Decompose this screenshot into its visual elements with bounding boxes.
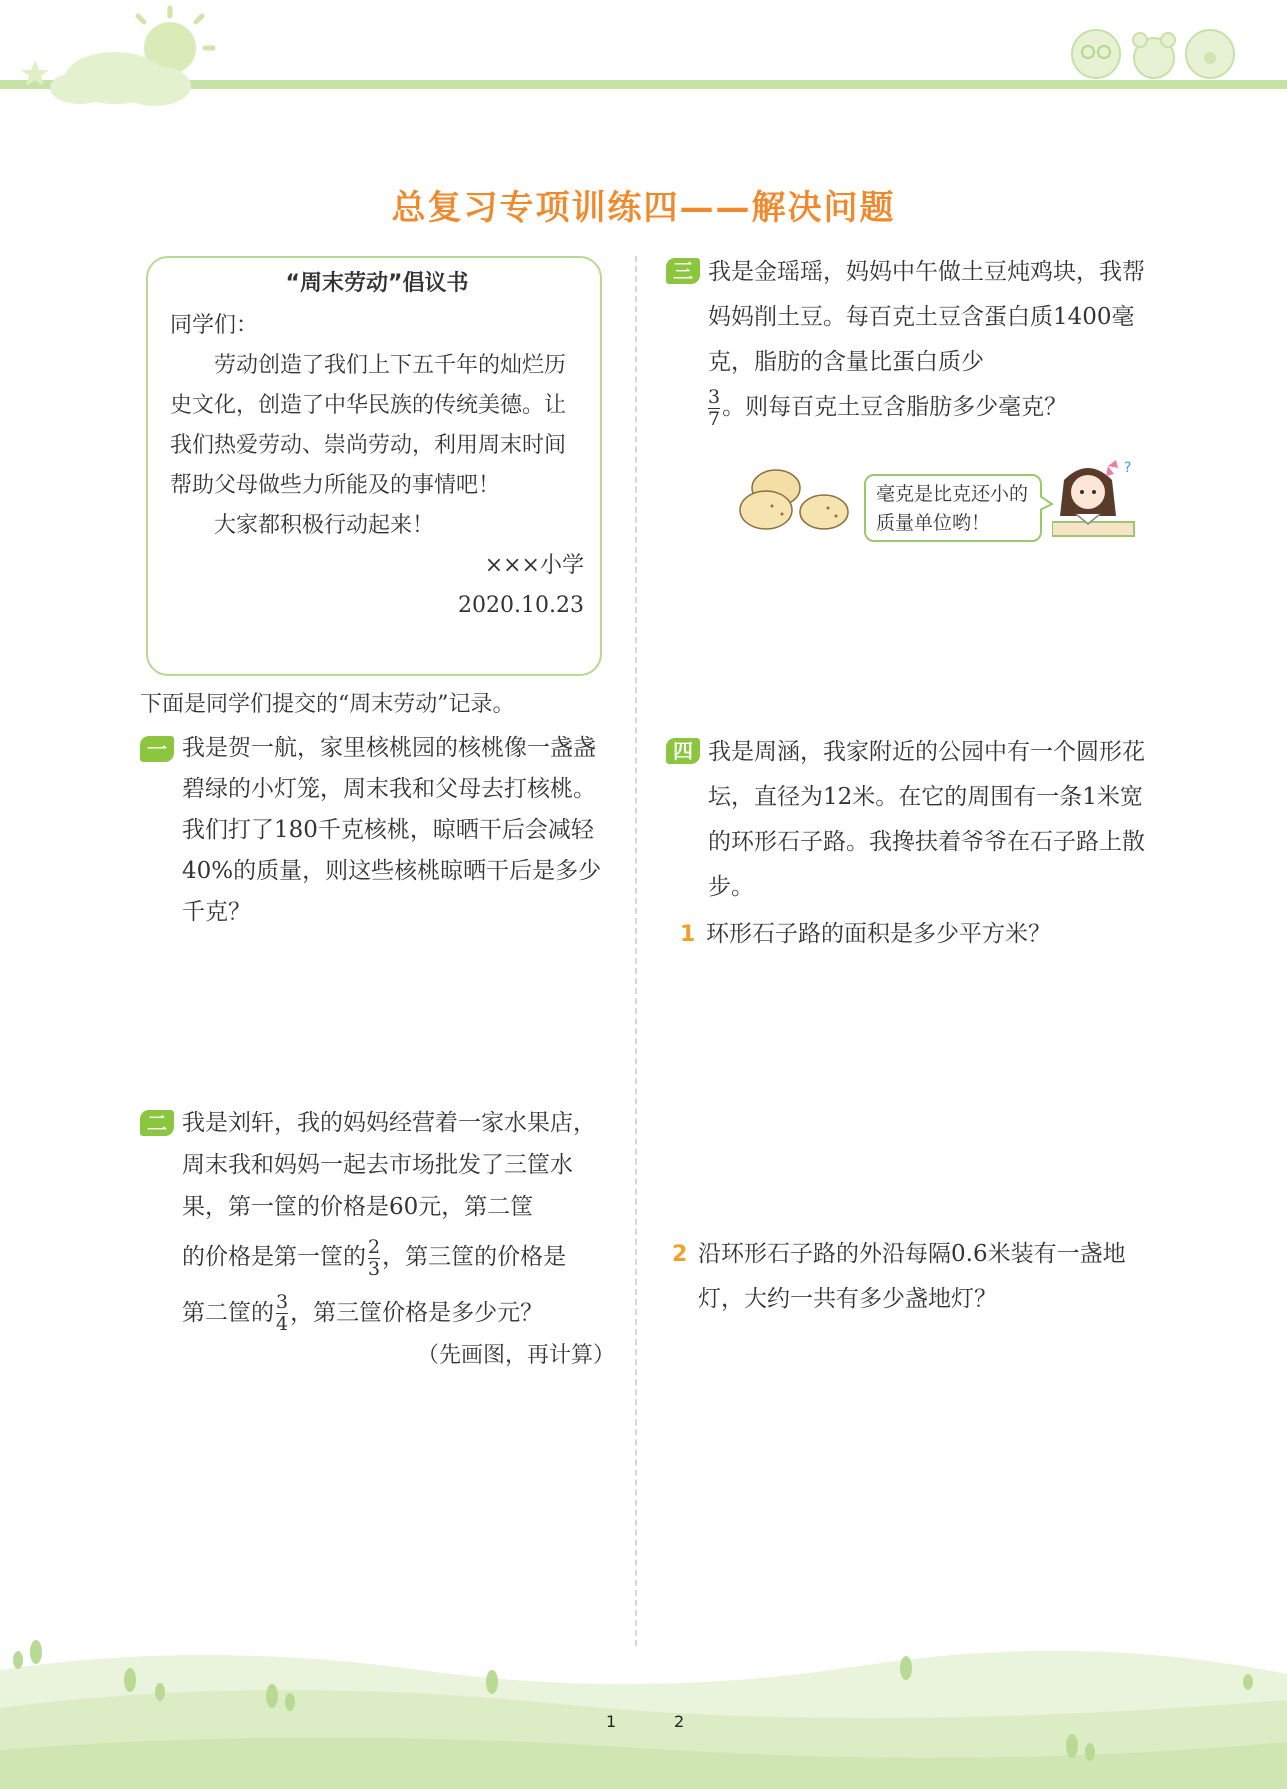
page-number-left: 1 [606, 1712, 617, 1731]
sub-question-number: 2 [672, 1242, 688, 1267]
letter-signature: ×××小学 [484, 553, 584, 578]
page-title: 总复习专项训练四——解决问题 [391, 188, 896, 228]
question-badge: 四 [666, 738, 700, 764]
question-text: ，第三筐价格是多少元？ [290, 1299, 544, 1326]
letter-body: 劳动创造了我们上下五千年的灿烂历史文化，创造了中华民族的传统美德。让我们热爱劳动、崇尚劳动，利用周末时间帮助父母做些力所能及的事情吧！ [170, 353, 567, 498]
fraction-denominator: 4 [276, 1313, 289, 1335]
footer-landscape [0, 1630, 1287, 1789]
sun-cloud-icon [20, 0, 220, 115]
question-4 [666, 730, 1146, 910]
question-text: 我是刘轩，我的妈妈经营着一家水果店，周末我和妈妈一起去市场批发了三筐水果，第一筐的价格是60元，第二筐 [182, 1110, 596, 1220]
question-text: 的价格是第一筐的 [182, 1244, 366, 1270]
sub-question-text: 环形石子路的面积是多少平方米？ [706, 921, 1051, 947]
girl-reading-icon [1052, 460, 1142, 540]
question-badge: 三 [666, 258, 700, 284]
question-text: 第二筐的 [182, 1299, 274, 1326]
fraction-denominator: 7 [708, 407, 721, 430]
fraction [276, 1292, 288, 1335]
letter-date: 2020.10.23 [458, 593, 584, 618]
fraction-denominator: 3 [368, 1257, 381, 1280]
fraction [368, 1237, 380, 1280]
question-text: ，第三筐的价格是 [382, 1244, 567, 1270]
sub-question-text: 沿环形石子路的外沿每隔0.6米装有一盏地灯，大约一共有多少盏地灯？ [698, 1241, 1126, 1312]
question-4-part-1 [680, 914, 1146, 955]
question-text: 我是贺一航，家里核桃园的核桃像一盏盏碧绿的小灯笼，周末我和父母去打核桃。我们打了180千克核桃，晾晒干后会减轻40%的质量，则这些核桃晾晒干后是多少千克？ [182, 735, 602, 925]
fraction-numerator: 3 [708, 385, 721, 408]
potatoes-icon [738, 466, 850, 534]
question-text: 我是金瑶瑶，妈妈中午做土豆炖鸡块，我帮妈妈削土豆。每百克土豆含蛋白质1400毫克，脂肪的含量比蛋白质少 [708, 259, 1145, 375]
question-text: 。则每百克土豆含脂肪多少毫克？ [722, 394, 1068, 420]
letter-heading: “周末劳动”倡议书 [285, 271, 469, 296]
question-3 [666, 250, 1146, 430]
fraction-numerator: 2 [368, 1235, 381, 1258]
animals-icon [1060, 18, 1250, 86]
question-4-part-2 [672, 1232, 1146, 1322]
intro-text: 下面是同学们提交的“周末劳动”记录。 [140, 692, 515, 717]
question-1 [140, 728, 615, 933]
sub-question-number: 1 [680, 922, 696, 947]
letter-call: 大家都积极行动起来！ [214, 513, 435, 538]
question-badge: 二 [140, 1110, 174, 1136]
fraction [708, 387, 720, 430]
question-note: （先画图，再计算） [416, 1343, 615, 1368]
question-2 [140, 1102, 615, 1377]
question-badge: 一 [140, 736, 174, 762]
speech-bubble: 毫克是比克还小的质量单位哟！ [864, 474, 1042, 542]
proposal-letter [146, 256, 602, 676]
svg-text:?: ? [1124, 460, 1132, 476]
letter-greeting: 同学们： [170, 313, 259, 338]
page-number-right: 2 [674, 1712, 685, 1731]
question-text: 我是周涵，我家附近的公园中有一个圆形花坛，直径为12米。在它的周围有一条1米宽的环形石子路。我搀扶着爷爷在石子路上散步。 [708, 739, 1145, 900]
fraction-numerator: 3 [276, 1291, 289, 1313]
column-divider [635, 256, 637, 1646]
